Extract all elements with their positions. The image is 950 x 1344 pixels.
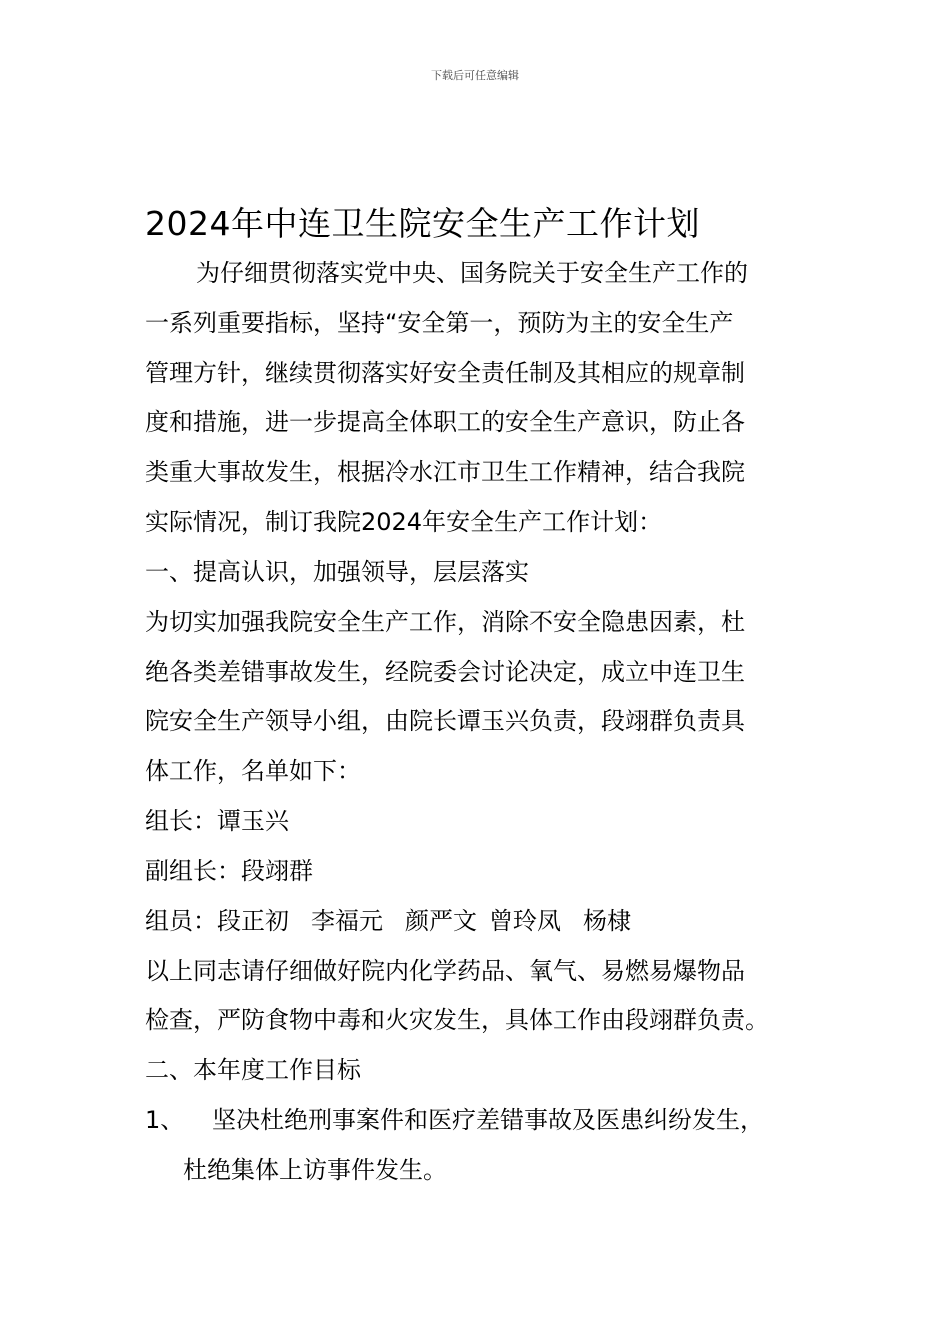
intro-line: 实际情况，制订我院2024年安全生产工作计划： (145, 508, 663, 536)
document-title: 2024年中连卫生院安全生产工作计划 (145, 204, 700, 243)
list-item-number: 1、 (145, 1106, 185, 1134)
section1-closing-line: 以上同志请仔细做好院内化学药品、氧气、易燃易爆物品 (145, 957, 745, 985)
intro-line: 管理方针，继续贯彻落实好安全责任制及其相应的规章制 (145, 359, 745, 387)
section1-body-line: 院安全生产领导小组，由院长谭玉兴负责，段翊群负责具 (145, 707, 745, 735)
group-members (145, 904, 631, 938)
section1-body-line: 体工作，名单如下： (145, 757, 361, 785)
intro-line: 一系列重要指标，坚持“安全第一，预防为主的安全生产 (145, 309, 734, 337)
group-deputy: 副组长：段翊群 (145, 857, 313, 885)
group-leader: 组长：谭玉兴 (145, 807, 289, 835)
section1-heading: 一、提高认识，加强领导，层层落实 (145, 558, 529, 586)
section1-body-line: 绝各类差错事故发生，经院委会讨论决定，成立中连卫生 (145, 658, 745, 686)
section1-body-line: 为切实加强我院安全生产工作，消除不安全隐患因素，杜 (145, 608, 745, 636)
member-name: 曾玲凤 (489, 907, 561, 935)
member-name: 段正初 (217, 907, 289, 935)
member-name: 颜严文 (405, 907, 477, 935)
member-name: 李福元 (311, 907, 383, 935)
intro-line: 度和措施，进一步提高全体职工的安全生产意识，防止各 (145, 408, 745, 436)
intro-line: 为仔细贯彻落实党中央、国务院关于安全生产工作的 (196, 259, 748, 287)
section2-heading: 二、本年度工作目标 (145, 1056, 361, 1084)
member-name: 杨棣 (583, 907, 631, 935)
section1-closing-line: 检查，严防食物中毒和火灾发生，具体工作由段翊群负责。 (145, 1006, 769, 1034)
list-item-continuation: 杜绝集体上访事件发生。 (183, 1156, 447, 1184)
members-label: 组员： (145, 907, 217, 935)
header-note: 下载后可任意编辑 (431, 69, 519, 82)
intro-line: 类重大事故发生，根据冷水江市卫生工作精神，结合我院 (145, 458, 745, 486)
list-item-text: 坚决杜绝刑事案件和医疗差错事故及医患纠纷发生， (212, 1106, 764, 1134)
